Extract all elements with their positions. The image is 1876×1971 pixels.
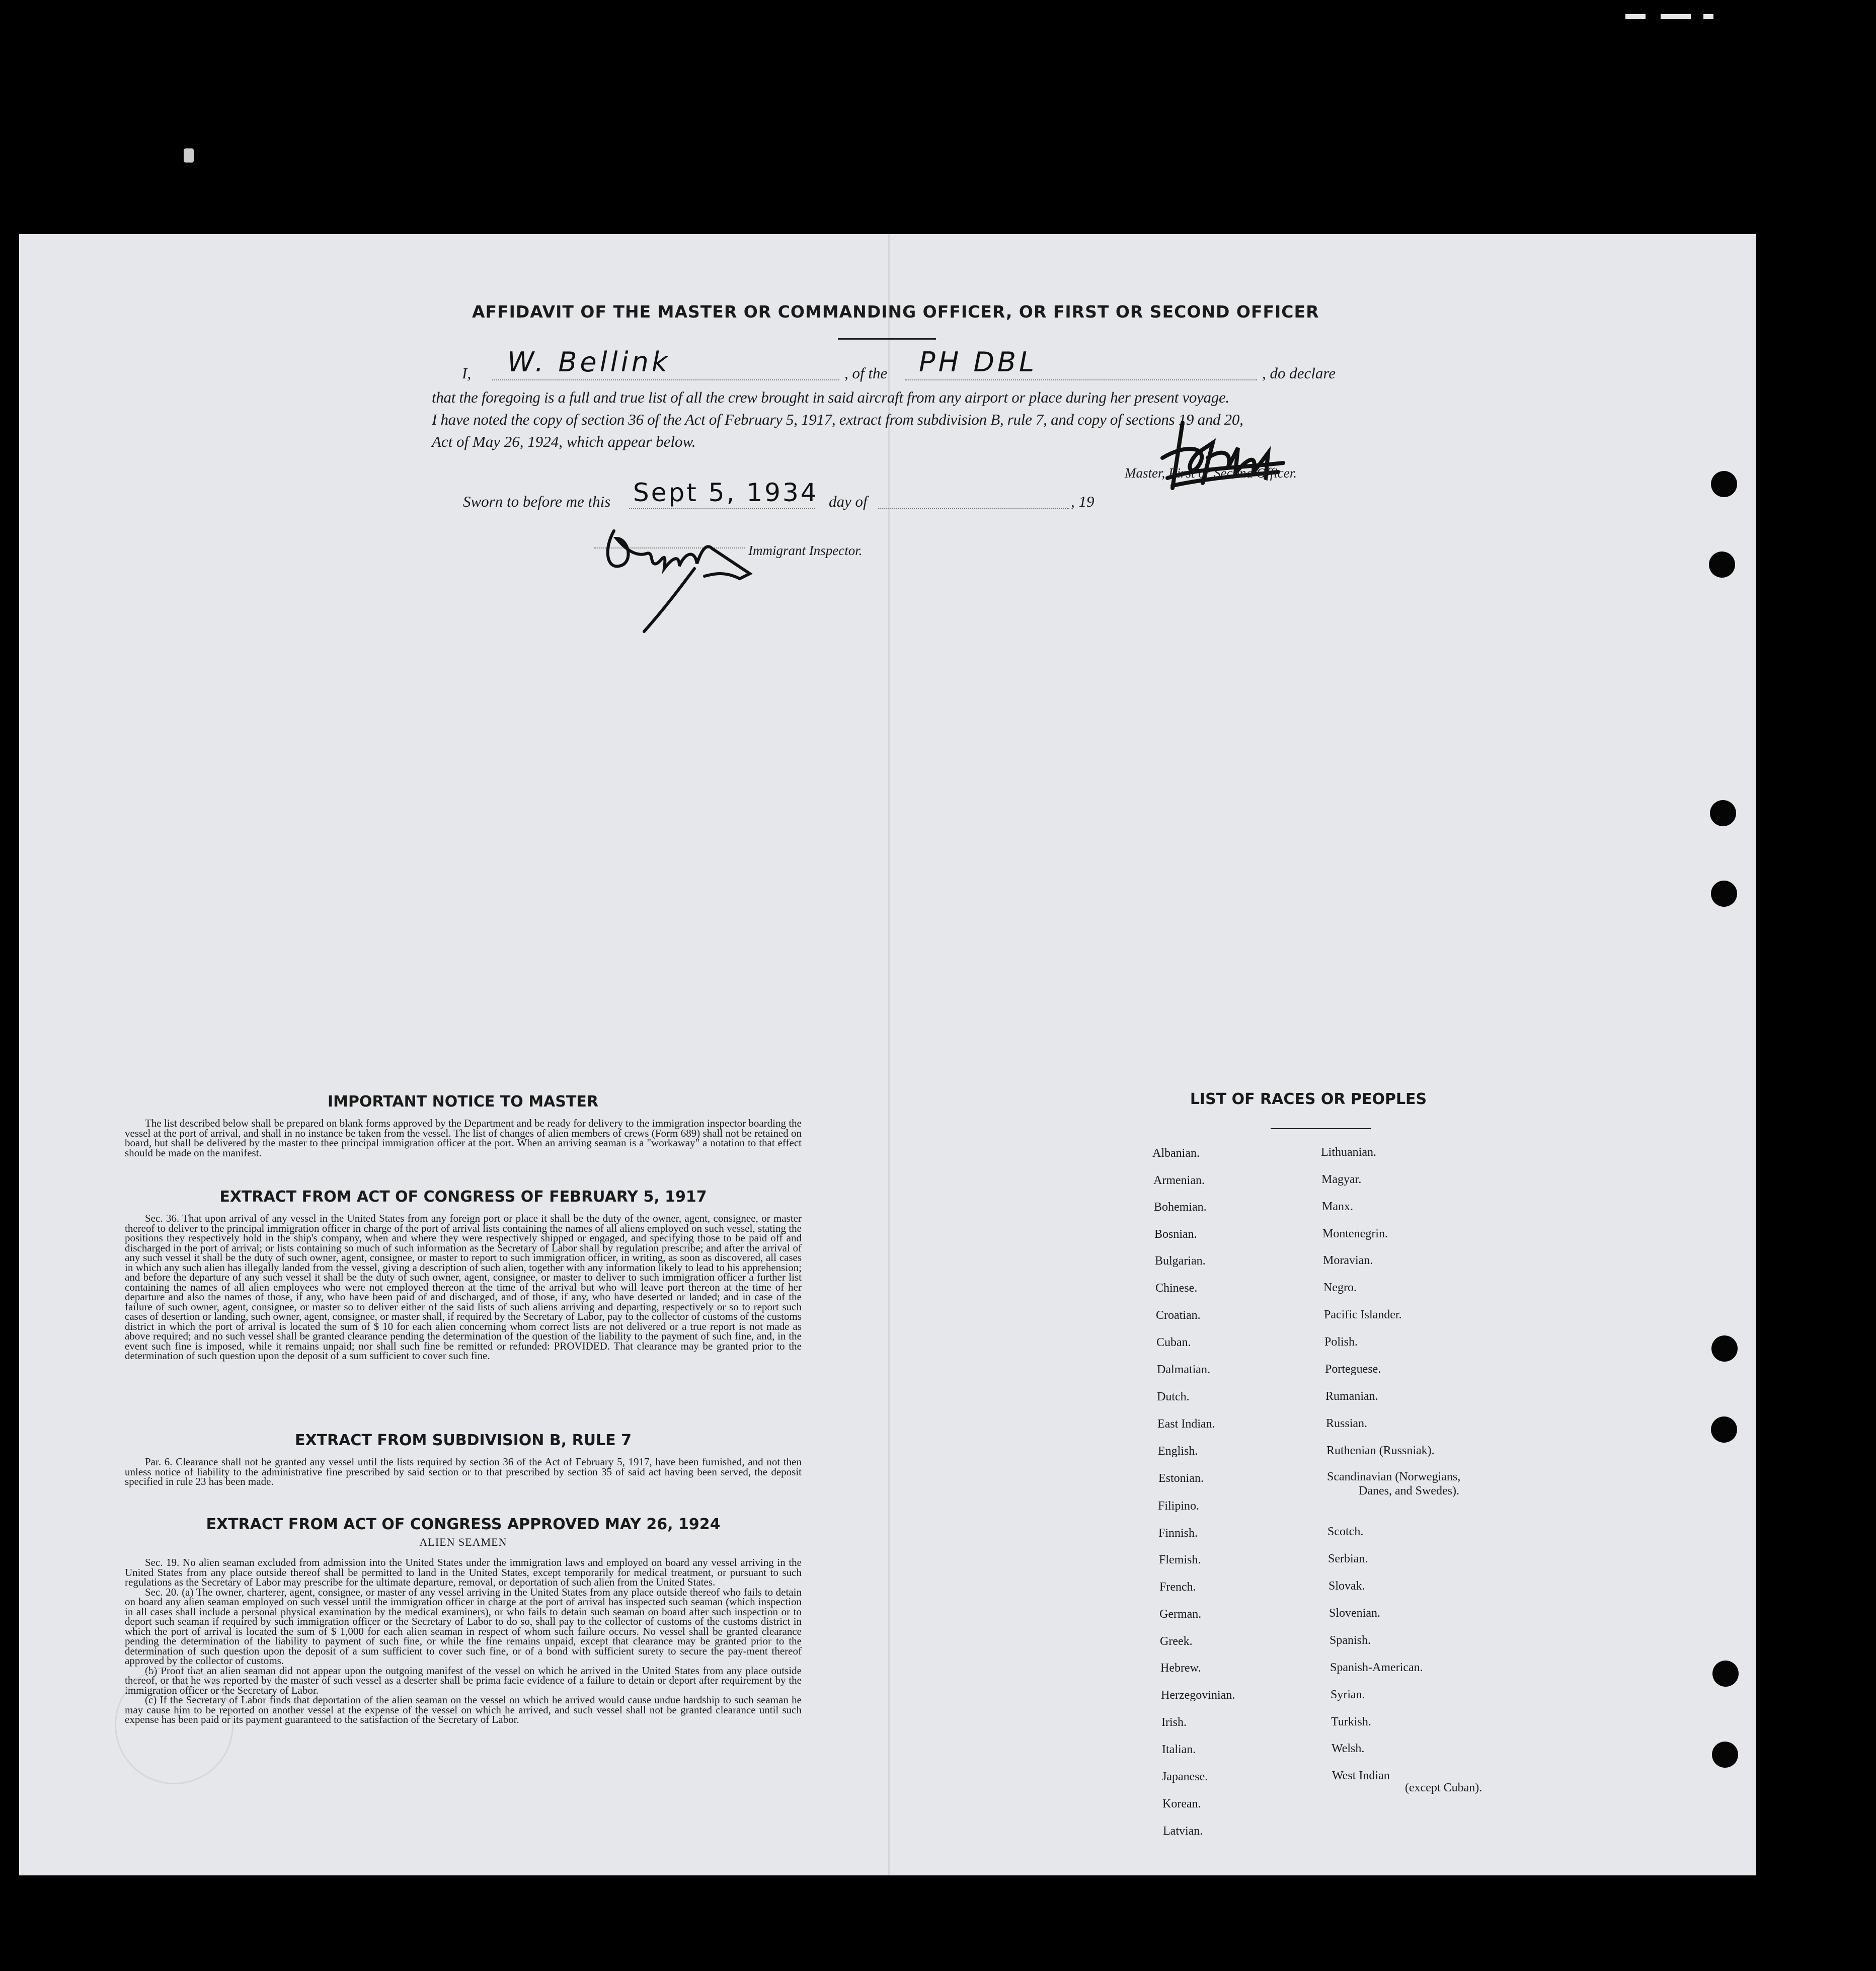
race-item: Russian. [1326,1417,1368,1430]
punch-hole [1709,551,1735,578]
race-item: Magyar. [1321,1173,1362,1186]
sec-19-text: Sec. 19. No alien seaman excluded from admission into the United States under the immigration laws and employed on board any vessel arriving in the United States from any place outside thereof shall be permitted to land in the United States, except temporarily for medical treatment, or pursuant to such regulations as the Secretary of Labor may prescribe for the ultimate departure, removal, or deportation of such alien from the United States. [125,1556,802,1588]
race-item: Polish. [1324,1335,1358,1349]
race-item: Danes, and Swedes). [1359,1484,1459,1497]
race-item: Bosnian. [1154,1228,1197,1241]
race-item: Pacific Islander. [1324,1308,1402,1321]
race-item: Turkish. [1331,1715,1371,1728]
par-6-text: Par. 6. Clearance shall not be granted any vessel until the lists required by section 36 of the Act of February 5, 1917, have been furnished, and not then unless notice of liability to the administrative fine prescribed by said section or to that prescribed by section 35 of said act having been served, the deposit specified in rule 23 has been made. [125,1456,802,1487]
race-item: Syrian. [1331,1688,1365,1701]
race-item: Bohemian. [1154,1201,1207,1214]
race-item: Ruthenian (Russniak). [1326,1444,1435,1457]
race-item: Scandinavian (Norwegians, [1327,1470,1461,1483]
race-item: Dutch. [1157,1390,1190,1403]
scan-speck [184,148,194,163]
races-title: LIST OF RACES OR PEOPLES [1190,1090,1427,1108]
race-item: (except Cuban). [1405,1781,1482,1794]
race-item: Negro. [1323,1281,1357,1294]
extract-1917-title: EXTRACT FROM ACT OF CONGRESS OF FEBRUARY 5, 1917 [219,1188,707,1206]
punch-hole [1711,1416,1737,1443]
race-item: Rumanian. [1325,1390,1378,1403]
punch-hole [1712,1661,1739,1687]
affidavit-line1 [462,346,1344,383]
race-item: Bulgarian. [1155,1254,1206,1268]
scan-edge-mark [1625,14,1646,19]
race-item: Italian. [1162,1743,1196,1756]
race-item: Lithuanian. [1321,1146,1376,1159]
inspector-signature [599,518,770,639]
title-underline [838,338,936,340]
race-item: East Indian. [1157,1417,1215,1431]
declare-text: , do declare [1262,364,1336,382]
month-line [878,508,1069,509]
rule-7-title: EXTRACT FROM SUBDIVISION B, RULE 7 [295,1432,632,1449]
race-item: Hebrew. [1160,1662,1201,1675]
punch-hole [1711,881,1737,907]
affidavit-title: AFFIDAVIT OF THE MASTER OR COMMANDING OFFICER, OR FIRST OR SECOND OFFICER [472,302,1319,322]
notice-title: IMPORTANT NOTICE TO MASTER [328,1093,598,1111]
sec-36-text: Sec. 36. That upon arrival of any vessel in the United States from any foreign port or place it shall be the duty of the owner, agent, consignee, or master thereof to deliver to the principal immigration officer in charge of the port of arrival lists containing the names of all aliens employed on such vessel, stating the positions they respectively hold in the ship's company, when and where they were respectively shipped or engaged, and specifying those to be paid off and discharged in the port of arrival; or lists containing so much of such information as the Secretary of Labor shall by regulation prescribe; and after the arrival of any such vessel it shall be the duty of such owner, agent, consignee, or master to report to such immigration officer, in writing, as soon as discovered, all cases in which any such alien has illegally landed from the vessel, giving a description of such alien, together with any information likely to lead to his apprehension; and before the departure of any such vessel it shall be the duty of such owner, agent, consignee, or master to deliver to such immigration officer a further list containing the names of all alien employees who were not employed thereon at the time of the arrival but who will leave port thereon at the time of her departure and also the names of those, if any, who have been paid of and discharged, and of those, if any, who have deserted or landed; and in case of the failure of such owner, agent, consignee, or master so to deliver either of the said lists of such aliens arriving and departing, respectively or so to report such cases of desertion or landing, such owner, agent, consignee, or master shall, if required by the Secretary of Labor, pay to the collector of customs of the customs district in which the port of arrival is located the sum of $ 10 for each alien concerning whom correct lists are not delivered or a true report is not made as above required; and no such vessel shall be granted clearance pending the determination of the question of the liability to the payment of such fine, and, in the event such fine is imposed, while it remains unpaid; nor shall such fine be remitted or refunded: PROVIDED. That clearance may be granted prior to the determination of such question upon the deposit of a sum sufficient to cover such fine. [125,1212,802,1362]
race-item: Finnish. [1158,1527,1198,1540]
race-item: Greek. [1160,1635,1193,1648]
race-item: Latvian. [1163,1825,1203,1838]
race-item: Serbian. [1328,1552,1368,1565]
scan-edge-mark [1661,14,1691,19]
race-item: Montenegrin. [1322,1227,1388,1240]
declarant-prefix: I, [462,364,472,382]
races-title-underline [1271,1128,1371,1129]
of-the-text: , of the [844,364,888,382]
day-of-text: day of [829,493,868,510]
race-item: Albanian. [1152,1147,1200,1160]
race-item: Moravian. [1323,1254,1373,1267]
master-name: W. Bellink [507,346,671,378]
race-item: Herzegovinian. [1161,1689,1235,1702]
race-item: West Indian [1332,1769,1390,1782]
notice-body [125,1119,802,1158]
embossed-seal [115,1666,233,1784]
race-item: Chinese. [1155,1282,1198,1295]
affidavit-line4: Act of May 26, 1924, which appear below. [432,433,696,450]
race-item: Irish. [1161,1716,1187,1729]
race-item: Scotch. [1327,1525,1364,1538]
page-fold [888,234,890,1875]
punch-hole [1711,471,1737,497]
race-item: Filipino. [1158,1500,1200,1513]
sec-20c-text: (c) If the Secretary of Labor finds that deportation of the alien seaman on the vessel on which he arrived would cause undue hardship to such seaman he may cause him to be reported on another vessel at the expense of the vessel on which he arrived, and such vessel shall not be granted clearance until such expense has been paid or its payment guaranteed to the satisfaction of the Secretary of Labor. [125,1694,802,1725]
notice-text: The list described below shall be prepared on blank forms approved by the Department and be ready for delivery to the immigration inspector boarding the vessel at the port of arrival, and shall in no instance be taken from the vessel. The list of changes of alien members of crews (Form 689) shall not be retained on board, but shall be delivered by the master to thee principal immigration officer at the port. When an arriving seaman is a "workaway" a notation to that effect should be made on the manifest. [125,1117,802,1159]
race-item: Spanish. [1330,1634,1371,1647]
sworn-prefix: Sworn to before me this [463,493,611,510]
rule-7-body [125,1457,802,1487]
scan-edge-mark [1703,14,1713,19]
inspector-label: Immigrant Inspector. [748,543,863,558]
affidavit-line2: that the foregoing is a full and true list of all the crew brought in said aircraft from any airport or place during her present voyage. [432,388,1229,406]
race-item: Spanish-American. [1330,1661,1423,1674]
extract-1924-title: EXTRACT FROM ACT OF CONGRESS APPROVED MAY 26, 1924 [206,1516,721,1533]
race-item: Korean. [1162,1797,1201,1810]
race-item: Welsh. [1332,1742,1365,1755]
race-item: Croatian. [1156,1309,1201,1322]
race-item: Armenian. [1153,1174,1205,1187]
race-item: French. [1159,1581,1196,1594]
race-item: English. [1158,1445,1198,1458]
sworn-date-line [629,508,815,509]
punch-hole [1712,1742,1738,1768]
punch-hole [1711,1335,1738,1362]
sec-20b-text: (b) Proof that an alien seaman did not appear upon the outgoing manifest of the vessel on which he arrived in the United States from any place outside thereof, or that he was reported by the master of such vessel as a deserter shall be prima facie evidence of a failure to detain or deport after requirement by the immigration officer or the Secretary of Labor. [125,1664,802,1696]
race-item: Slovenian. [1329,1607,1380,1620]
race-item: Cuban. [1156,1336,1191,1349]
punch-hole [1710,800,1736,826]
race-item: Flemish. [1159,1553,1201,1566]
sec-20a-text: Sec. 20. (a) The owner, charterer, agent, consignee, or master of any vessel arriving in the United States from any place outside thereof who fails to detain on board any alien seaman employed on such vessel until the immigration officer in charge at the port of arrival has inspected such seaman (which inspection in all cases shall include a personal physical examination by the medical examiners), or who fails to detain such seaman on board after such inspection or to deport such seaman if required by such immigration officer or the Secretary of Labor to do so, shall pay to the collector of customs of the customs district in which the port of arrival is located the sum of $ 1,000 for each alien seaman in respect of whom such failure occurs. No vessel shall be granted clearance pending the determination of the liability to payment of such fine, or while the fine remains unpaid, except that clearance may be granted prior to the determination of such question upon the deposit of a sum sufficient to cover such fine, or of a bond with sufficient surety to secure the pay-ment thereof approved by the collector of customs. [125,1586,802,1667]
race-item: Manx. [1322,1200,1353,1213]
race-item: Japanese. [1162,1770,1208,1783]
race-item: German. [1159,1608,1202,1621]
sworn-date: Sept 5, 1934 [633,478,819,507]
master-name-line [492,379,839,380]
officer-signature [1152,413,1293,503]
extract-1917-body [125,1214,802,1361]
alien-seamen-subtitle: ALIEN SEAMEN [419,1536,507,1548]
race-item: Porteguese. [1325,1363,1381,1376]
race-item: Dalmatian. [1157,1363,1210,1376]
race-item: Estonian. [1158,1472,1204,1485]
aircraft-id: PH DBL [919,346,1038,378]
officer-label: Master, First or Second Officer. [1125,465,1297,481]
aircraft-line [905,379,1257,380]
year-prefix: , 19 [1071,493,1095,510]
affidavit-line3: I have noted the copy of section 36 of the Act of February 5, 1917, extract from subdivision B, rule 7, and copy of sections 19 and 20, [432,411,1243,428]
race-item: Slovak. [1328,1580,1365,1593]
